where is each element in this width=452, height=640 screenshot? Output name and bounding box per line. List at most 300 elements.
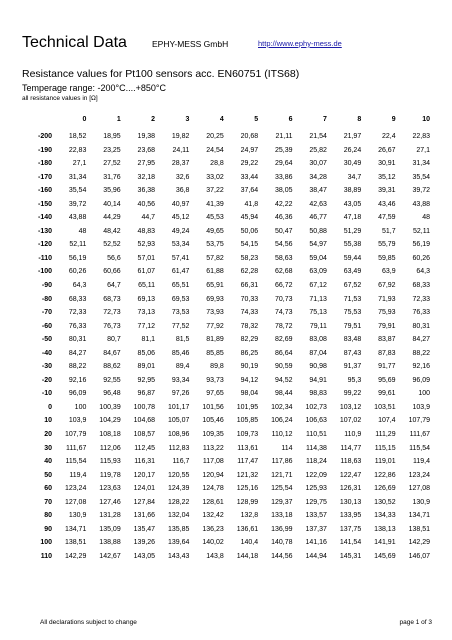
resistance-value: 39,72 xyxy=(68,200,87,208)
resistance-value: 35,54 xyxy=(68,187,87,195)
resistance-value: 30,07 xyxy=(309,160,327,168)
resistance-value: 91,77 xyxy=(378,363,396,371)
resistance-value: 108,96 xyxy=(168,431,190,439)
resistance-value: 101,95 xyxy=(236,403,259,411)
resistance-value: 62,28 xyxy=(240,268,259,276)
resistance-value: 130,9 xyxy=(412,498,430,506)
resistance-value: 117,86 xyxy=(271,458,293,466)
resistance-value: 48,83 xyxy=(137,227,156,235)
resistance-value: 81,89 xyxy=(206,336,224,344)
table-row xyxy=(22,347,432,361)
resistance-value: 115,54 xyxy=(65,458,87,466)
resistance-value: 102,34 xyxy=(271,403,293,411)
resistance-value: 31,34 xyxy=(412,160,430,168)
resistance-value: 79,11 xyxy=(309,322,327,330)
resistance-value: 63,9 xyxy=(381,268,396,276)
resistance-value: 57,82 xyxy=(206,254,224,262)
resistance-value: 141,91 xyxy=(374,539,396,547)
resistance-value: 27,1 xyxy=(416,146,430,154)
table-row xyxy=(22,401,432,415)
resistance-value: 127,84 xyxy=(133,498,156,506)
resistance-value: 20,68 xyxy=(240,133,259,140)
resistance-value: 40,56 xyxy=(137,200,156,208)
resistance-value: 60,26 xyxy=(412,254,430,262)
resistance-value: 57,01 xyxy=(137,254,156,262)
resistance-value: 92,16 xyxy=(412,363,430,371)
resistance-value: 85,06 xyxy=(137,349,156,357)
resistance-value: 70,73 xyxy=(274,295,293,303)
resistance-value: 141,16 xyxy=(305,539,327,547)
resistance-value: 32,6 xyxy=(175,173,190,181)
resistance-value: 92,16 xyxy=(68,376,87,384)
resistance-value: 63,09 xyxy=(309,268,327,276)
resistance-value: 79,91 xyxy=(378,322,396,330)
resistance-value: 125,54 xyxy=(271,485,293,493)
resistance-value: 106,63 xyxy=(305,417,327,425)
resistance-value: 95,69 xyxy=(378,376,396,384)
resistance-value: 129,75 xyxy=(305,498,327,506)
resistance-value: 130,9 xyxy=(68,512,87,520)
resistance-value: 83,08 xyxy=(309,336,327,344)
resistance-value: 72,73 xyxy=(103,309,121,317)
resistance-value: 92,95 xyxy=(137,376,156,384)
resistance-value: 124,01 xyxy=(133,485,156,493)
resistance-value: 105,46 xyxy=(202,417,224,425)
resistance-value: 132,8 xyxy=(240,512,259,520)
resistance-value: 88,62 xyxy=(103,363,121,371)
resistance-value: 18,95 xyxy=(103,133,121,140)
resistance-value: 72,33 xyxy=(68,309,87,317)
row-temperature: -140 xyxy=(37,214,52,222)
resistance-value: 115,15 xyxy=(374,444,396,452)
resistance-value: 87,43 xyxy=(343,349,362,357)
resistance-value: 26,24 xyxy=(343,146,362,154)
resistance-value: 143,43 xyxy=(168,552,190,560)
resistance-value: 135,47 xyxy=(133,525,156,533)
resistance-value: 110,12 xyxy=(271,431,293,439)
resistance-value: 96,09 xyxy=(412,376,430,384)
resistance-value: 133,57 xyxy=(305,512,327,520)
resistance-value: 58,23 xyxy=(240,254,259,262)
resistance-value: 115,93 xyxy=(99,458,121,466)
resistance-value: 52,11 xyxy=(69,241,87,249)
row-temperature: -60 xyxy=(41,322,52,330)
row-temperature: -90 xyxy=(41,282,52,290)
resistance-value: 84,27 xyxy=(68,349,87,357)
resistance-value: 36,38 xyxy=(137,187,156,195)
resistance-value: 125,93 xyxy=(305,485,327,493)
row-temperature: -70 xyxy=(41,309,52,317)
resistance-value: 77,52 xyxy=(171,322,190,330)
resistance-value: 119,4 xyxy=(69,471,87,479)
resistance-value: 24,97 xyxy=(240,146,259,154)
resistance-value: 38,05 xyxy=(274,187,293,195)
resistance-value: 107,79 xyxy=(408,417,430,425)
resistance-value: 54,15 xyxy=(240,241,259,249)
resistance-value: 43,05 xyxy=(343,200,362,208)
resistance-value: 114,77 xyxy=(340,444,362,452)
resistance-value: 101,17 xyxy=(168,403,190,411)
resistance-value: 122,86 xyxy=(374,471,396,479)
resistance-value: 142,67 xyxy=(99,552,121,560)
resistance-value: 23,68 xyxy=(137,146,156,154)
resistance-value: 66,31 xyxy=(240,282,259,290)
resistance-value: 111,67 xyxy=(409,431,430,439)
resistance-value: 99,61 xyxy=(378,390,396,398)
resistance-value: 85,85 xyxy=(206,349,224,357)
resistance-value: 90,19 xyxy=(240,363,259,371)
table-row xyxy=(22,469,432,483)
resistance-value: 80,7 xyxy=(107,336,121,344)
table-row xyxy=(22,238,432,252)
resistance-value: 114 xyxy=(281,444,293,452)
resistance-value: 106,24 xyxy=(271,417,293,425)
resistance-value: 77,12 xyxy=(137,322,156,330)
resistance-value: 100 xyxy=(74,403,87,411)
resistance-value: 105,85 xyxy=(236,417,259,425)
resistance-value: 120,17 xyxy=(133,471,156,479)
resistance-value: 56,19 xyxy=(412,241,430,249)
resistance-value: 72,33 xyxy=(412,295,430,303)
resistance-value: 128,22 xyxy=(168,498,190,506)
resistance-value: 36,8 xyxy=(175,187,190,195)
row-temperature: -180 xyxy=(37,160,52,168)
resistance-value: 33,44 xyxy=(240,173,259,181)
resistance-value: 90,98 xyxy=(309,363,327,371)
resistance-value: 52,52 xyxy=(103,241,121,249)
resistance-value: 108,18 xyxy=(99,431,121,439)
table-row xyxy=(22,550,432,564)
resistance-value: 105,07 xyxy=(168,417,190,425)
column-header: 9 xyxy=(391,116,396,124)
resistance-value: 47,59 xyxy=(378,214,396,222)
column-header: 5 xyxy=(254,116,259,124)
resistance-value: 70,33 xyxy=(240,295,259,303)
resistance-value: 133,95 xyxy=(339,512,362,520)
row-temperature: -200 xyxy=(37,133,52,140)
table-row xyxy=(22,414,432,428)
row-temperature: -190 xyxy=(37,146,52,154)
resistance-value: 50,06 xyxy=(240,227,259,235)
resistance-value: 124,78 xyxy=(202,485,224,493)
row-temperature: -40 xyxy=(41,349,52,357)
resistance-value: 83,48 xyxy=(343,336,362,344)
resistance-value: 22,83 xyxy=(412,133,430,140)
resistance-value: 69,13 xyxy=(137,295,156,303)
resistance-value: 24,11 xyxy=(172,146,190,154)
resistance-value: 75,53 xyxy=(343,309,362,317)
resistance-value: 97,65 xyxy=(206,390,224,398)
resistance-value: 71,53 xyxy=(343,295,362,303)
resistance-value: 96,09 xyxy=(68,390,87,398)
resistance-value: 137,75 xyxy=(339,525,362,533)
resistance-value: 42,63 xyxy=(309,200,327,208)
resistance-value: 49,24 xyxy=(171,227,190,235)
resistance-value: 134,71 xyxy=(64,525,87,533)
resistance-value: 119,78 xyxy=(99,471,121,479)
row-temperature: 80 xyxy=(44,512,52,520)
row-temperature: 30 xyxy=(44,444,52,452)
resistance-value: 120,94 xyxy=(202,471,224,479)
resistance-value: 51,29 xyxy=(343,227,362,235)
resistance-value: 119,4 xyxy=(413,458,430,466)
resistance-value: 134,33 xyxy=(374,512,396,520)
table-row xyxy=(22,387,432,401)
resistance-value: 42,22 xyxy=(274,200,293,208)
resistance-value: 130,52 xyxy=(374,498,396,506)
table-row xyxy=(22,442,432,456)
resistance-value: 37,22 xyxy=(206,187,224,195)
resistance-value: 19,82 xyxy=(171,133,190,140)
resistance-value: 144,56 xyxy=(271,552,293,560)
resistance-value: 25,82 xyxy=(309,146,327,154)
resistance-value: 19,38 xyxy=(137,133,156,140)
table-row xyxy=(22,252,432,266)
resistance-value: 87,04 xyxy=(309,349,327,357)
resistance-value: 98,04 xyxy=(240,390,259,398)
resistance-value: 88,22 xyxy=(412,349,430,357)
resistance-value: 100,78 xyxy=(133,403,156,411)
resistance-value: 25,39 xyxy=(274,146,293,154)
resistance-value: 61,88 xyxy=(206,268,224,276)
resistance-value: 38,89 xyxy=(343,187,362,195)
resistance-value: 93,34 xyxy=(171,376,190,384)
table-row xyxy=(22,225,432,239)
resistance-value: 89,8 xyxy=(210,363,224,371)
resistance-value: 68,33 xyxy=(412,282,430,290)
resistance-value: 73,53 xyxy=(171,309,190,317)
resistance-value: 21,11 xyxy=(275,133,293,140)
row-temperature: -100 xyxy=(37,268,52,276)
resistance-value: 41,8 xyxy=(244,200,259,208)
resistance-value: 55,79 xyxy=(378,241,396,249)
resistance-value: 91,37 xyxy=(343,363,362,371)
resistance-value: 108,57 xyxy=(133,431,156,439)
resistance-value: 44,29 xyxy=(103,214,121,222)
corner-cell xyxy=(22,113,54,127)
row-temperature: 0 xyxy=(48,403,52,411)
resistance-value: 122,47 xyxy=(339,471,362,479)
resistance-value: 144,94 xyxy=(305,552,327,560)
table-row xyxy=(22,536,432,550)
resistance-value: 41,39 xyxy=(206,200,224,208)
resistance-value: 68,33 xyxy=(68,295,87,303)
table-row xyxy=(22,130,432,144)
resistance-value: 40,14 xyxy=(103,200,121,208)
resistance-value: 131,28 xyxy=(99,512,121,520)
resistance-value: 107,79 xyxy=(64,431,87,439)
row-temperature: 100 xyxy=(40,539,52,547)
resistance-value: 103,9 xyxy=(412,403,430,411)
column-header: 1 xyxy=(116,116,121,124)
row-temperature: 110 xyxy=(40,552,52,560)
resistance-value: 82,29 xyxy=(240,336,259,344)
resistance-value: 102,73 xyxy=(305,403,327,411)
resistance-value: 118,63 xyxy=(340,458,362,466)
resistance-value: 87,83 xyxy=(378,349,396,357)
resistance-value: 138,51 xyxy=(64,539,87,547)
resistance-value: 140,02 xyxy=(202,539,224,547)
resistance-value: 142,29 xyxy=(64,552,87,560)
resistance-value: 76,33 xyxy=(412,309,430,317)
row-temperature: 60 xyxy=(44,485,52,493)
resistance-value: 134,71 xyxy=(408,512,430,520)
resistance-value: 32,18 xyxy=(137,173,156,181)
resistance-value: 95,3 xyxy=(347,376,362,384)
resistance-value: 35,12 xyxy=(378,173,396,181)
resistance-value: 27,52 xyxy=(103,160,121,168)
resistance-value: 107,4 xyxy=(378,417,396,425)
resistance-value: 119,01 xyxy=(374,458,396,466)
resistance-value: 27,1 xyxy=(72,160,87,168)
resistance-value: 45,94 xyxy=(240,214,259,222)
resistance-value: 73,93 xyxy=(206,309,224,317)
resistance-value: 30,49 xyxy=(343,160,362,168)
resistance-value: 127,08 xyxy=(408,485,430,493)
resistance-value: 88,22 xyxy=(68,363,87,371)
table-row xyxy=(22,171,432,185)
resistance-value: 143,8 xyxy=(206,552,224,560)
row-temperature: 70 xyxy=(44,498,52,506)
resistance-value: 89,4 xyxy=(175,363,190,371)
resistance-value: 138,51 xyxy=(408,525,430,533)
footer-disclaimer: All declarations subject to change xyxy=(40,619,137,626)
resistance-value: 117,08 xyxy=(202,458,224,466)
row-temperature: 90 xyxy=(44,525,52,533)
resistance-value: 45,12 xyxy=(171,214,190,222)
resistance-value: 136,61 xyxy=(236,525,259,533)
resistance-value: 113,22 xyxy=(202,444,224,452)
table-row xyxy=(22,455,432,469)
table-row xyxy=(22,157,432,171)
resistance-value: 75,13 xyxy=(309,309,327,317)
resistance-value: 60,26 xyxy=(68,268,87,276)
row-temperature: -160 xyxy=(37,187,52,195)
resistance-value: 112,45 xyxy=(134,444,156,452)
table-row xyxy=(22,279,432,293)
resistance-value: 49,65 xyxy=(206,227,224,235)
resistance-value: 128,61 xyxy=(202,498,224,506)
resistance-value: 109,73 xyxy=(236,431,259,439)
resistance-value: 137,37 xyxy=(305,525,327,533)
resistance-value: 98,83 xyxy=(309,390,327,398)
resistance-value: 113,61 xyxy=(237,444,259,452)
resistance-value: 65,91 xyxy=(206,282,224,290)
resistance-value: 121,71 xyxy=(271,471,293,479)
resistance-value: 54,97 xyxy=(309,241,327,249)
resistance-value: 60,66 xyxy=(103,268,121,276)
resistance-value: 136,23 xyxy=(202,525,224,533)
resistance-value: 62,68 xyxy=(274,268,293,276)
table-row xyxy=(22,320,432,334)
table-row xyxy=(22,360,432,374)
resistance-value: 135,85 xyxy=(168,525,190,533)
resistance-value: 35,96 xyxy=(103,187,121,195)
resistance-value: 94,12 xyxy=(240,376,259,384)
resistance-value: 104,29 xyxy=(99,417,121,425)
resistance-value: 84,27 xyxy=(412,336,430,344)
resistance-value: 52,11 xyxy=(413,227,430,235)
resistance-value: 112,83 xyxy=(168,444,190,452)
resistance-value: 34,28 xyxy=(309,173,327,181)
resistance-value: 82,69 xyxy=(274,336,293,344)
resistance-value: 132,42 xyxy=(202,512,224,520)
resistance-value: 79,51 xyxy=(343,322,362,330)
resistance-value: 64,3 xyxy=(416,268,430,276)
resistance-value: 81,5 xyxy=(175,336,190,344)
resistance-value: 63,49 xyxy=(343,268,362,276)
resistance-value: 130,13 xyxy=(339,498,362,506)
units-note: all resistance values in [Ω] xyxy=(22,95,98,102)
resistance-value: 28,37 xyxy=(171,160,190,168)
resistance-value: 33,86 xyxy=(274,173,293,181)
resistance-value: 93,73 xyxy=(206,376,224,384)
resistance-value: 132,04 xyxy=(168,512,190,520)
resistance-value: 90,59 xyxy=(274,363,293,371)
resistance-value: 67,12 xyxy=(309,282,327,290)
table-row xyxy=(22,306,432,320)
company-website-link[interactable]: http://www.ephy-mess.de xyxy=(258,39,342,48)
column-header: 0 xyxy=(82,116,87,124)
row-temperature: -130 xyxy=(37,227,52,235)
resistance-value: 29,64 xyxy=(274,160,293,168)
resistance-value: 21,97 xyxy=(343,133,362,140)
table-row xyxy=(22,428,432,442)
resistance-value: 127,08 xyxy=(64,498,87,506)
resistance-value: 54,56 xyxy=(274,241,293,249)
resistance-value: 143,05 xyxy=(133,552,156,560)
resistance-value: 109,35 xyxy=(202,431,224,439)
resistance-value: 43,46 xyxy=(378,200,396,208)
resistance-value: 120,55 xyxy=(168,471,190,479)
resistance-value: 55,38 xyxy=(343,241,362,249)
temperature-range-text: Temperage range: -200°C....+850°C xyxy=(22,83,167,93)
resistance-value: 89,01 xyxy=(137,363,156,371)
resistance-value: 96,48 xyxy=(103,390,121,398)
resistance-value: 100,39 xyxy=(99,403,121,411)
column-header: 8 xyxy=(357,116,362,124)
resistance-value: 53,75 xyxy=(206,241,224,249)
row-temperature: 40 xyxy=(44,458,52,466)
resistance-value: 121,32 xyxy=(236,471,259,479)
resistance-value: 139,26 xyxy=(133,539,156,547)
resistance-value: 112,06 xyxy=(99,444,121,452)
resistance-value: 48,42 xyxy=(103,227,121,235)
table-heading: Resistance values for Pt100 sensors acc. EN60751 (ITS68) xyxy=(22,68,300,80)
resistance-value: 78,72 xyxy=(274,322,293,330)
table-row xyxy=(22,482,432,496)
resistance-value: 104,68 xyxy=(133,417,156,425)
resistance-value: 83,87 xyxy=(378,336,396,344)
table-row xyxy=(22,184,432,198)
resistance-value: 61,47 xyxy=(171,268,190,276)
resistance-value: 76,73 xyxy=(103,322,121,330)
resistance-value: 43,88 xyxy=(68,214,87,222)
row-temperature: -110 xyxy=(38,254,52,262)
resistance-value: 122,09 xyxy=(305,471,327,479)
resistance-value: 126,31 xyxy=(339,485,362,493)
resistance-value: 140,4 xyxy=(240,539,259,547)
resistance-value: 44,7 xyxy=(141,214,156,222)
resistance-value: 142,29 xyxy=(408,539,430,547)
table-row xyxy=(22,211,432,225)
resistance-value: 103,12 xyxy=(339,403,362,411)
resistance-value: 76,33 xyxy=(68,322,87,330)
resistance-value: 58,63 xyxy=(274,254,293,262)
row-temperature: 10 xyxy=(44,417,52,425)
row-temperature: -170 xyxy=(37,173,52,181)
row-temperature: -120 xyxy=(37,241,52,249)
